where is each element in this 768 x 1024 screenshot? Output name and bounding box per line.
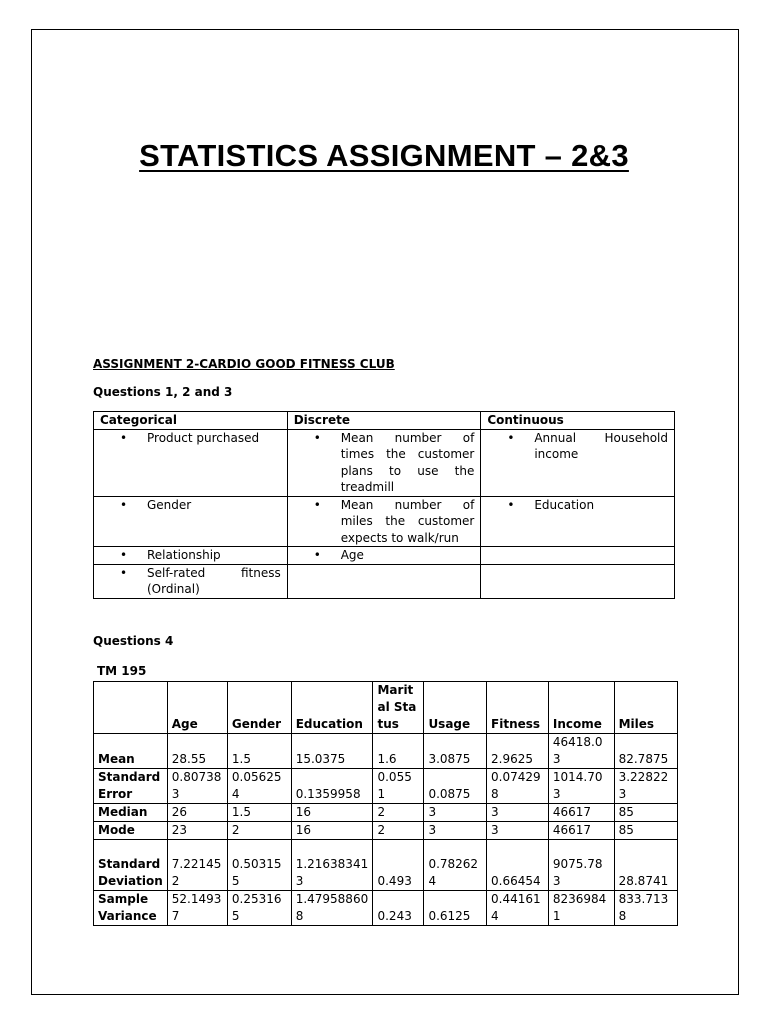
table-cell: 28.55 <box>167 734 227 769</box>
table-cell: 28.8741 <box>614 840 677 891</box>
bullet-icon: • <box>313 430 321 445</box>
table-cell: 1014.703 <box>548 769 614 804</box>
column-header: Miles <box>614 682 677 734</box>
table-cell: 3 <box>487 822 549 840</box>
table-cell: 3 <box>487 804 549 822</box>
row-label: Mode <box>94 822 168 840</box>
table-cell: 15.0375 <box>291 734 373 769</box>
column-header: Income <box>548 682 614 734</box>
table-cell <box>287 496 481 547</box>
variable-name: Gender <box>147 497 192 512</box>
table-row <box>94 429 675 496</box>
table-cell: 23 <box>167 822 227 840</box>
list-item <box>489 497 668 514</box>
table-row <box>94 804 678 822</box>
header-discrete: Discrete <box>287 412 481 430</box>
table-cell: 1.479588608 <box>291 891 373 926</box>
table-cell <box>287 564 481 598</box>
variable-type-table <box>93 411 675 599</box>
questions-4-heading: Questions 4 <box>93 634 174 648</box>
bullet-icon: • <box>507 497 515 512</box>
table-cell <box>94 547 288 565</box>
table-cell: 85 <box>614 822 677 840</box>
table-cell: 0.441614 <box>487 891 549 926</box>
table-cell <box>287 547 481 565</box>
document-title: STATISTICS ASSIGNMENT – 2&3 <box>139 138 629 173</box>
column-header: Fitness <box>487 682 549 734</box>
table-cell: 2 <box>373 822 424 840</box>
table-cell <box>94 564 288 598</box>
bullet-icon: • <box>120 497 128 512</box>
table-cell: 26 <box>167 804 227 822</box>
column-header <box>94 682 168 734</box>
variable-name: Product purchased <box>147 430 260 445</box>
row-label: Median <box>94 804 168 822</box>
header-categorical: Categorical <box>94 412 288 430</box>
table-cell: 0.0875 <box>424 769 487 804</box>
list-item <box>102 547 281 564</box>
list-item <box>296 430 475 496</box>
table-cell: 16 <box>291 822 373 840</box>
table-cell: 46418.03 <box>548 734 614 769</box>
table-cell: 0.1359958 <box>291 769 373 804</box>
list-item <box>102 497 281 514</box>
table-cell: 1.5 <box>227 804 291 822</box>
row-label: Mean <box>94 734 168 769</box>
variable-name: Self-rated fitness (Ordinal) <box>147 565 281 596</box>
bullet-icon: • <box>313 548 321 562</box>
table-header-row <box>94 412 675 430</box>
table-row <box>94 734 678 769</box>
table-cell <box>481 429 675 496</box>
table-cell: 9075.783 <box>548 840 614 891</box>
table-row <box>94 496 675 547</box>
table-cell: 0.253165 <box>227 891 291 926</box>
table-cell <box>481 564 675 598</box>
list-item <box>102 430 281 447</box>
table-cell: 3.0875 <box>424 734 487 769</box>
list-item <box>102 565 281 598</box>
table-row <box>94 822 678 840</box>
table-cell: 85 <box>614 804 677 822</box>
table-cell: 0.056254 <box>227 769 291 804</box>
table-cell: 82.7875 <box>614 734 677 769</box>
tm-195-label: TM 195 <box>97 664 147 678</box>
table-cell: 3.228223 <box>614 769 677 804</box>
table-cell <box>287 429 481 496</box>
bullet-icon: • <box>120 565 128 580</box>
table-cell: 0.66454 <box>487 840 549 891</box>
table-row <box>94 840 678 891</box>
row-label: Sample Variance <box>94 891 168 926</box>
table-cell: 0.493 <box>373 840 424 891</box>
table-cell: 16 <box>291 804 373 822</box>
table-cell: 0.074298 <box>487 769 549 804</box>
table-cell: 2 <box>227 822 291 840</box>
table-cell: 0.503155 <box>227 840 291 891</box>
table-cell: 1.216383413 <box>291 840 373 891</box>
table-cell: 1.6 <box>373 734 424 769</box>
table-cell <box>94 429 288 496</box>
column-header: Usage <box>424 682 487 734</box>
table-row <box>94 769 678 804</box>
table-cell: 833.7138 <box>614 891 677 926</box>
list-item <box>296 547 475 564</box>
column-header: Education <box>291 682 373 734</box>
table-cell <box>481 547 675 565</box>
table-cell: 2 <box>373 804 424 822</box>
variable-name: Education <box>534 497 595 512</box>
variable-name: Relationship <box>147 548 221 562</box>
list-item <box>296 497 475 547</box>
table-cell: 7.221452 <box>167 840 227 891</box>
table-cell: 46617 <box>548 822 614 840</box>
questions-1-2-3-heading: Questions 1, 2 and 3 <box>93 385 233 399</box>
table-cell: 82369841 <box>548 891 614 926</box>
table-row <box>94 564 675 598</box>
bullet-icon: • <box>120 430 128 445</box>
table-cell: 0.243 <box>373 891 424 926</box>
table-cell: 1.5 <box>227 734 291 769</box>
table-cell: 52.14937 <box>167 891 227 926</box>
table-cell: 2.9625 <box>487 734 549 769</box>
column-header: Marital Status <box>373 682 424 734</box>
table-cell: 3 <box>424 822 487 840</box>
table-cell <box>94 496 288 547</box>
bullet-icon: • <box>507 430 515 445</box>
variable-name: Mean number of miles the customer expects to walk/run <box>340 497 475 545</box>
bullet-icon: • <box>120 548 128 562</box>
list-item <box>489 430 668 463</box>
column-header: Age <box>167 682 227 734</box>
table-cell <box>481 496 675 547</box>
stats-header-row <box>94 682 678 734</box>
table-cell: 46617 <box>548 804 614 822</box>
variable-name: Annual Household income <box>534 430 668 461</box>
table-cell: 0.807383 <box>167 769 227 804</box>
table-row <box>94 547 675 565</box>
bullet-icon: • <box>313 497 321 512</box>
row-label: Standard Deviation <box>94 840 168 891</box>
assignment-heading: ASSIGNMENT 2-CARDIO GOOD FITNESS CLUB <box>93 357 395 371</box>
table-cell: 0.6125 <box>424 891 487 926</box>
table-row <box>94 891 678 926</box>
row-label: Standard Error <box>94 769 168 804</box>
table-cell: 0.782624 <box>424 840 487 891</box>
table-cell: 0.0551 <box>373 769 424 804</box>
header-continuous: Continuous <box>481 412 675 430</box>
table-cell: 3 <box>424 804 487 822</box>
variable-name: Age <box>340 548 364 562</box>
descriptive-stats-table <box>93 681 678 926</box>
column-header: Gender <box>227 682 291 734</box>
variable-name: Mean number of times the customer plans to use the treadmill <box>340 430 475 494</box>
